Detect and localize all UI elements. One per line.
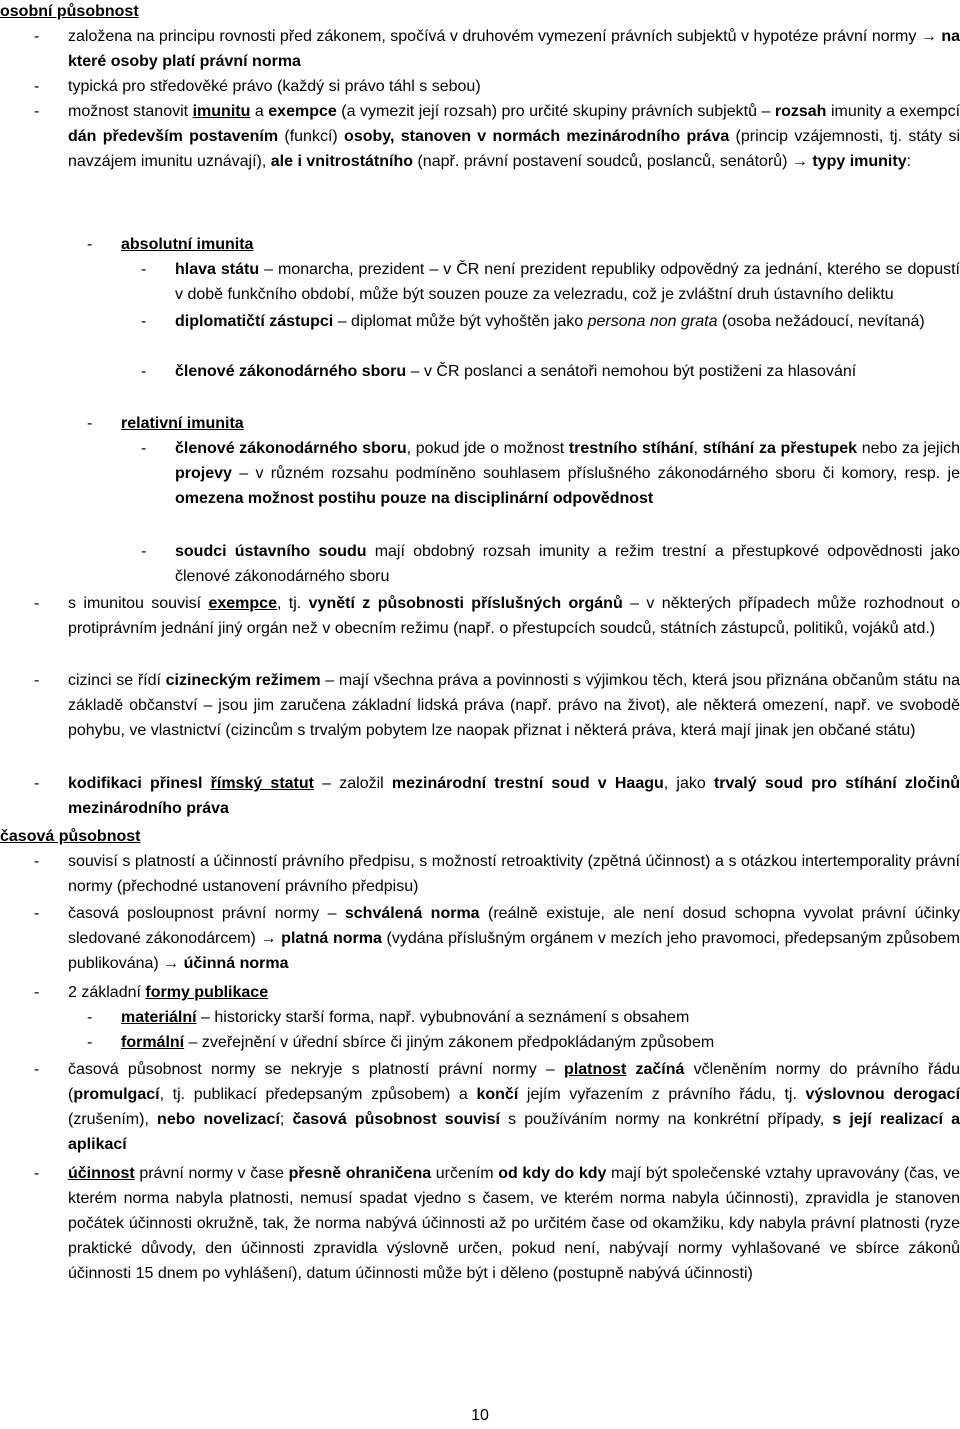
list-item: - členové zákonodárného sboru, pokud jde o možnost trestního stíhání, stíhání za přestupek nebo za jejich projevy – v různém rozsahu podmíněno souhlasem příslušného zákonodárného sboru či komory, resp. je omezena možnost postihu pouze na disciplinární odpovědnost [175, 437, 960, 512]
list-item: - 2 základní formy publikace [68, 981, 960, 1006]
list-item: - účinnost právní normy v čase přesně ohraničena určením od kdy do kdy mají být společenské vztahy upravovány (čas, ve kterém norma nabyla platnosti, nemusí spadat vjedno s časem, ve kterém norma nabyla účinnosti), zpravidla je stanoven počátek účinnosti okružně, tak, že norma nabývá účinnosti až po určitém čase od okamžiku, kdy nabyla právní platnosti (ryze praktické důvody, den účinnosti zpravidla výslovně určen, pokud není, nabývají normy vyhlašované ve sbírce zákonů účinnosti 15 dnem po vyhlášení), datum účinnosti může být i děleno (postupně nabývá účinnosti) [68, 1162, 960, 1287]
page-number: 10 [471, 1407, 489, 1424]
list-item: - cizinci se řídí cizineckým režimem – mají všechna práva a povinnosti s výjimkou těch, která jsou přiznána občanům státu na základě občanství – jsou jim zaručena základní lidská práva (např. právo na život), ale některá omezení, např. ve svobodě pohybu, ve vlastnictví (cizincům s trvalým pobytem lze naopak přiznat i některá práva, která mají jinak jen občané státu) [68, 669, 960, 744]
list-item: - možnost stanovit imunitu a exempce (a vymezit její rozsah) pro určité skupiny právních subjektů – rozsah imunity a exempcí dán především postavením (funkcí) osoby, stanoven v normách mezinárodního práva (princip vzájemnosti, tj. státy si navzájem imunitu uznávají), ale i vnitrostátního (např. právní postavení soudců, poslanců, senátorů) → typy imunity: [68, 100, 960, 175]
list-item-relative-immunity: - relativní imunita [121, 412, 960, 437]
heading-temporal-scope: časová působnost [0, 828, 141, 845]
list-item: - s imunitou souvisí exempce, tj. vynětí z působnosti příslušných orgánů – v některých případech může rozhodnout o protiprávním jednání jiný orgán než v obecním režimu (např. o přestupcích soudců, státních zástupců, politiků, vojáků atd.) [68, 592, 960, 642]
heading-personal-scope: osobní působnost [0, 3, 139, 20]
arrow-icon: → [163, 954, 180, 972]
list-item: - materiální – historicky starší forma, např. vybubnování a seznámení s obsahem [121, 1006, 960, 1031]
list-item: - hlava státu – monarcha, prezident – v ČR není prezident republiky odpovědný za jednání, kterého se dopustí v době funkčního období, může být souzen pouze za velezradu, což je zvláštní druh ústavního deliktu [175, 258, 960, 308]
arrow-icon: → [791, 152, 808, 170]
list-item: - soudci ústavního soudu mají obdobný rozsah imunity a režim trestní a přestupkové odpovědnosti jako členové zákonodárného sboru [175, 540, 960, 590]
list-item: - souvisí s platností a účinností právního předpisu, s možností retroaktivity (zpětná účinnost) a s otázkou intertemporality právní normy (přechodné ustanovení právního předpisu) [68, 850, 960, 900]
list-item: - založena na principu rovnosti před zákonem, spočívá v druhovém vymezení právních subjektů v hypotéze právní normy → na které osoby platí právní norma [68, 25, 960, 75]
list-item: - formální – zveřejnění v úřední sbírce či jiným zákonem předpokládaným způsobem [121, 1031, 960, 1056]
list-item: - kodifikaci přinesl římský statut – založil mezinárodní trestní soud v Haagu, jako trvalý soud pro stíhání zločinů mezinárodního práva [68, 772, 960, 822]
arrow-icon: → [260, 929, 277, 947]
list-item: - časová působnost normy se nekryje s platností právní normy – platnost začíná včleněním normy do právního řádu (promulgací, tj. publikací předepsaným způsobem) a končí jejím vyřazením z právního řádu, tj. výslovnou derogací (zrušením), nebo novelizací; časová působnost souvisí s používáním normy na konkrétní případy, s její realizací a aplikací [68, 1058, 960, 1158]
list-item: - časová posloupnost právní normy – schválená norma (reálně existuje, ale není dosud schopna vyvolat právní účinky sledované zákonodárcem) → platná norma (vydána příslušným orgánem v mezích jeho pravomoci, předepsaným způsobem publikována) → účinná norma [68, 902, 960, 977]
list-item: - členové zákonodárného sboru – v ČR poslanci a senátoři nemohou být postiženi za hlasování [175, 360, 960, 385]
list-item: - diplomatičtí zástupci – diplomat může být vyhoštěn jako persona non grata (osoba nežádoucí, nevítaná) [175, 310, 960, 335]
arrow-icon: → [920, 28, 937, 45]
list-item-absolute-immunity: - absolutní imunita [121, 233, 960, 258]
list-item: - typická pro středověké právo (každý si právo táhl s sebou) [68, 75, 960, 100]
